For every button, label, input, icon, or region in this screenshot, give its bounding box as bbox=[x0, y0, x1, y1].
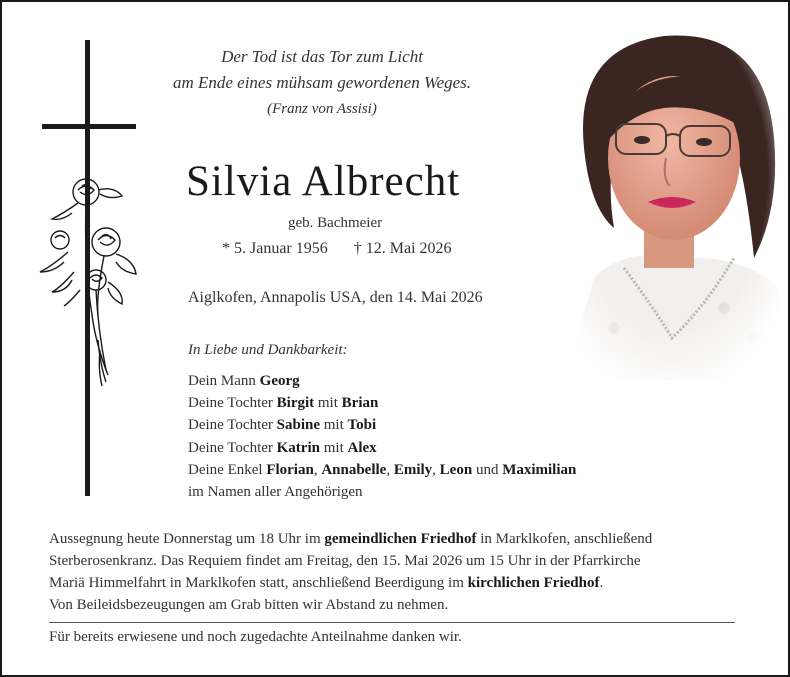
mourner-line: Deine Tochter Sabine mit Tobi bbox=[188, 417, 377, 434]
death-date: † 12. Mai 2026 bbox=[353, 240, 452, 257]
service-line: Mariä Himmelfahrt in Marklkofen statt, anschließend Beerdigung im kirchlichen Friedhof. bbox=[49, 575, 604, 591]
divider bbox=[49, 622, 735, 623]
thanks-heading: In Liebe und Dankbarkeit: bbox=[188, 342, 348, 358]
mourner-line: im Namen aller Angehörigen bbox=[188, 484, 363, 501]
service-line: Sterberosenkranz. Das Requiem findet am Freitag, den 15. Mai 2026 um 15 Uhr in der Pfarrkirche bbox=[49, 553, 641, 569]
portrait-photo bbox=[554, 8, 786, 380]
quote-line-1: Der Tod ist das Tor zum Licht bbox=[221, 47, 423, 66]
mourners-list bbox=[188, 370, 576, 503]
service-line: Aussegnung heute Donnerstag um 18 Uhr im gemeindlichen Friedhof in Marklkofen, anschließend bbox=[49, 531, 653, 547]
mourner-line: Deine Tochter Katrin mit Alex bbox=[188, 439, 377, 456]
quote-line-2: am Ende eines mühsam gewordenen Weges. bbox=[172, 73, 472, 92]
quote-author: (Franz von Assisi) bbox=[267, 101, 377, 117]
mourner-line: Deine Enkel Florian, Annabelle, Emily, Leon und Maximilian bbox=[188, 461, 577, 478]
service-notice bbox=[49, 528, 749, 616]
birth-date: * 5. Januar 1956 bbox=[222, 240, 328, 257]
place-and-date: Aiglkofen, Annapolis USA, den 14. Mai 2026 bbox=[188, 289, 483, 306]
birth-name: geb. Bachmeier bbox=[288, 215, 383, 231]
mourner-line: Deine Tochter Birgit mit Brian bbox=[188, 395, 379, 412]
deceased-name: Silvia Albrecht bbox=[186, 158, 461, 205]
bible-quote bbox=[132, 44, 512, 122]
service-line: Von Beileidsbezeugungen am Grab bitten wir Abstand zu nehmen. bbox=[49, 597, 449, 613]
mourner-line: Dein Mann Georg bbox=[188, 373, 300, 389]
life-dates bbox=[222, 240, 452, 258]
closing-thanks: Für bereits erwiesene und noch zugedachte Anteilnahme danken wir. bbox=[49, 629, 462, 645]
cross-with-roses-icon bbox=[38, 40, 138, 500]
